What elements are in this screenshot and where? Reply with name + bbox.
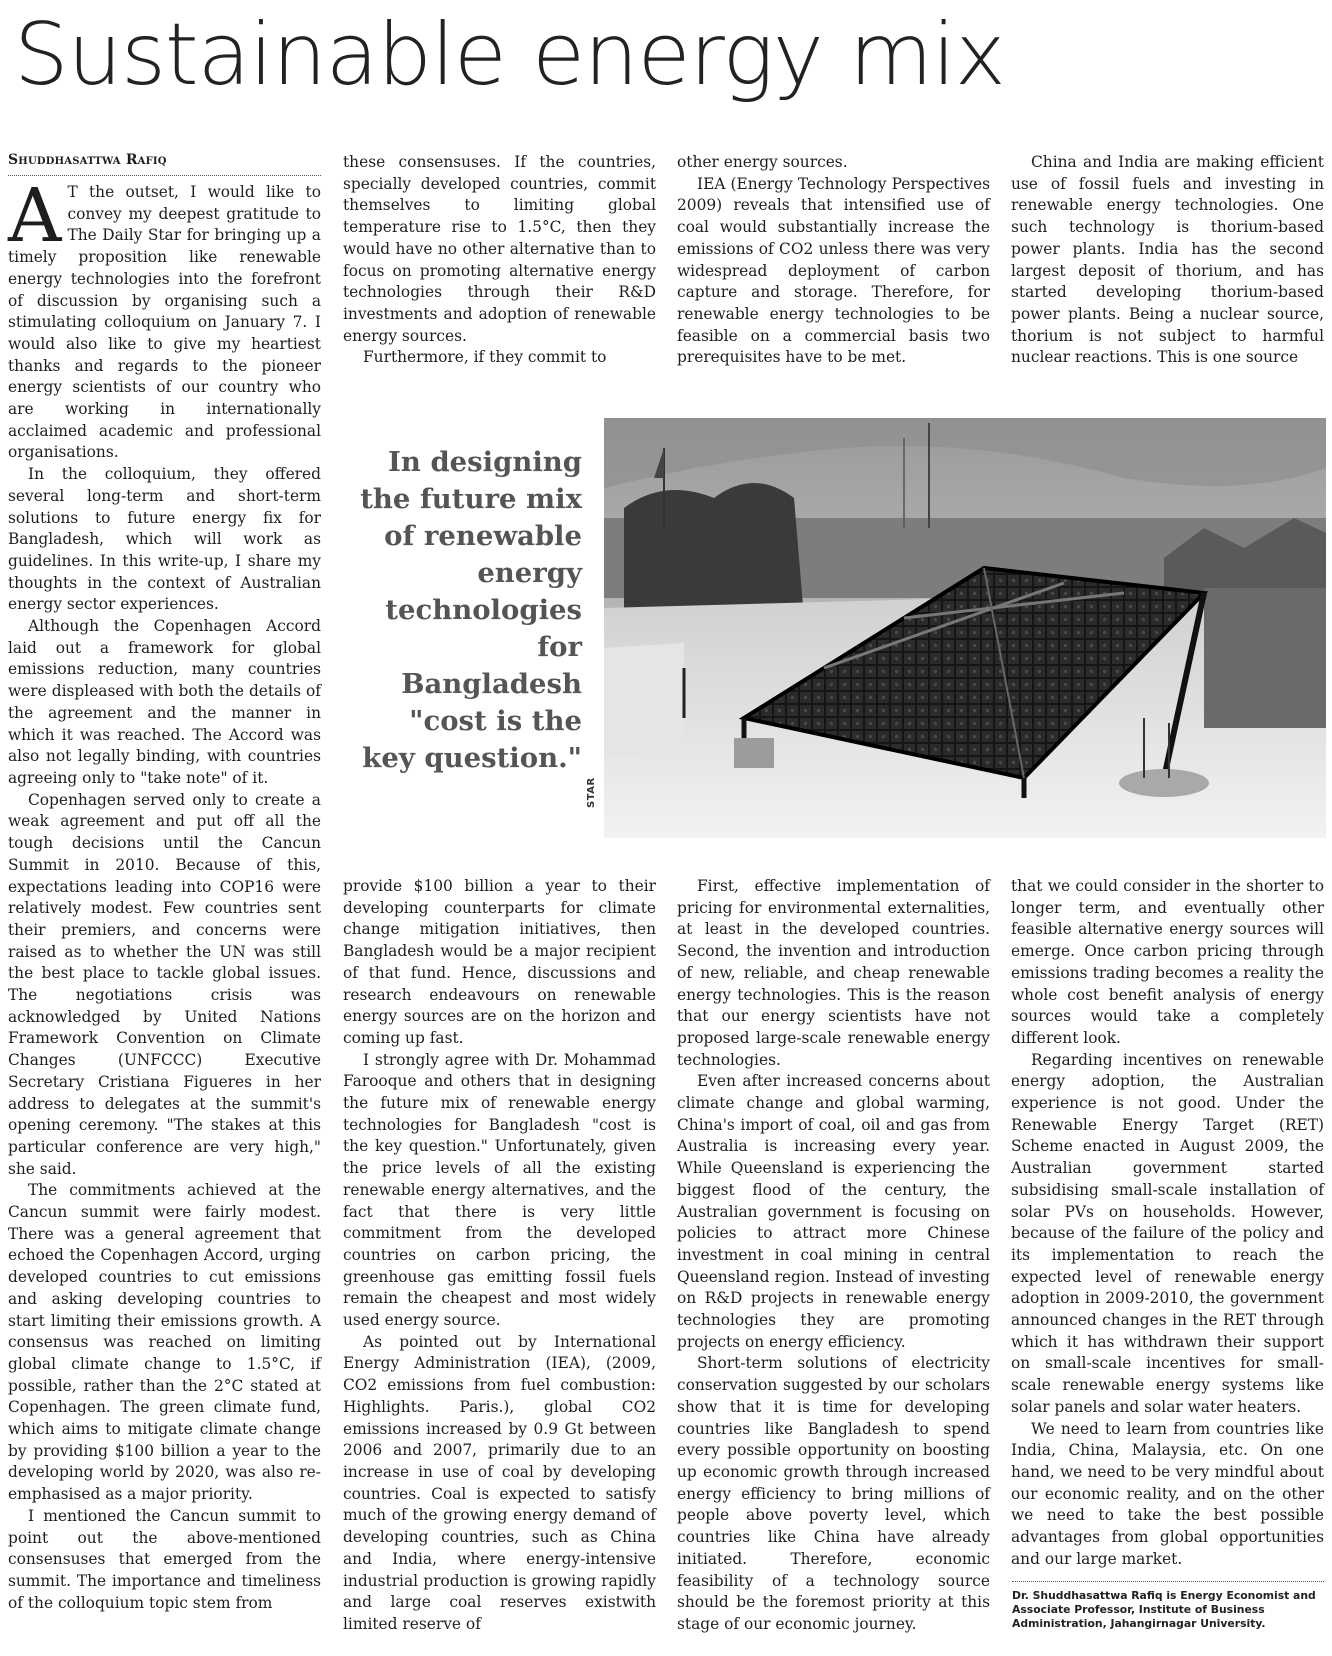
column-1 — [8, 150, 321, 1614]
paragraph: Even after increased concerns about climate change and global warming, China's import of coal, oil and gas from Australia is increasing every year. While Queensland is experiencing the biggest flood of the century, the Australian government is focusing on policies to attract more Chinese investment in coal mining in central Queensland region. Instead of investing on R&D projects in renewable energy technologies they are promoting projects on energy efficiency. — [677, 1072, 990, 1351]
column-3-bottom — [677, 876, 990, 1636]
column-2-top — [343, 152, 656, 369]
paragraph: provide $100 billion a year to their developing counterparts for climate change mitigation initiatives, then Bangladesh would be a major recipient of that fund. Hence, discussions and research endeavours on renewable energy sources are on the horizon and coming up fast. — [343, 877, 656, 1047]
paragraph: I mentioned the Cancun summit to point out the above-mentioned consensuses that emerged from the summit. The importance and timeliness of the colloquium topic stem from — [8, 1506, 321, 1612]
paragraph: I strongly agree with Dr. Mohammad Farooque and others that in designing the future mix of renewable energy technologies for Bangladesh "cost is the key question." Unfortunately, given the price levels of all the existing renewable energy alternatives, and the fact that there is very little commitment from the developed countries on carbon pricing, the greenhouse gas emitting fossil fuels remain the cheapest and most widely used energy source. — [343, 1050, 656, 1330]
pull-quote: In designing the future mix of renewable energy technologies for Bangladesh "cost is the key question." — [360, 446, 582, 774]
solar-panel-illustration — [604, 418, 1326, 838]
paragraph: Regarding incentives on renewable energy adoption, the Australian experience is not good. Under the Renewable Energy Target (RET) Scheme enacted in August 2009, the Australian government started subsidising small-scale installation of solar PVs on households. However, because of the failure of the policy and its implementation to reach the expected level of renewable energy adoption in 2009-2010, the government announced changes in the RET through which it has withdrawn their support on small-scale incentives for small-scale renewable energy systems like solar panels and solar water heaters. — [1011, 1050, 1324, 1416]
paragraph: other energy sources. — [677, 153, 848, 171]
paragraph: Although the Copenhagen Accord laid out a framework for global emissions reduction, many countries were displeased with both the details of the agreement and the manner in which it was reached. The Accord was also not legally binding, with countries agreeing only to "take note" of it. — [8, 617, 321, 787]
photo-credit: STAR — [586, 777, 597, 808]
paragraph: these consensuses. If the countries, specially developed countries, commit themselves to limiting global temperature rise to 1.5°C, then they would have no other alternative than to focus on promoting alternative energy technologies through their R&D investments and adoption of renewable energy sources. — [343, 153, 656, 345]
column-3-top — [677, 152, 990, 369]
byline: Shuddhasattwa Rafiq — [8, 150, 321, 176]
paragraph: IEA (Energy Technology Perspectives 2009) reveals that intensified use of coal would substantially increase the emissions of CO2 unless there was very widespread deployment of carbon capture and storage. Therefore, for renewable energy technologies to be feasible on a commercial basis two prerequisites have to be met. — [677, 174, 990, 367]
paragraph: In the colloquium, they offered several long-term and short-term solutions to future energy fix for Bangladesh, which will work as guidelines. In this write-up, I share my thoughts in the context of Australian energy sector experiences. — [8, 465, 321, 614]
paragraph: Copenhagen served only to create a weak agreement and put off all the tough decisions until the Cancun Summit in 2010. Because of this, expectations leading into COP16 were relatively modest. Few countries sent their premiers, and concerns were raised as to whether the UN was still the best place to tackle global issues. The negotiations crisis was acknowledged by United Nations Framework Convention on Climate Changes (UNFCCC) Executive Secretary Cristiana Figueres in her address to delegates at the summit's opening ceremony. "The stakes at this particular conference are very high," she said. — [8, 790, 321, 1178]
column-4-top — [1011, 152, 1324, 369]
paragraph: Furthermore, if they commit to — [363, 348, 607, 367]
paragraph: China and India are making efficient use of fossil fuels and investing in renewable energy technologies. One such technology is thorium-based power plants. India has the second largest deposit of thorium, and has started developing thorium-based power plants. Being a nuclear source, thorium is not subject to harmful nuclear reactions. This is one source — [1011, 153, 1324, 367]
paragraph: We need to learn from countries like India, China, Malaysia, etc. On one hand, we need to be very mindful about our economic reality, and on the other we need to take the best possible advantages from global opportunities and our large market. — [1011, 1419, 1324, 1568]
paragraph: that we could consider in the shorter to longer term, and eventually other feasible alternative energy sources will emerge. Once carbon pricing through emissions trading becomes a reality the whole cost benefit analysis of energy sources would take a completely different look. — [1011, 877, 1324, 1047]
column-2-bottom — [343, 876, 656, 1636]
author-bio: Dr. Shuddhasattwa Rafiq is Energy Economist and Associate Professor, Institute of Business Administration, Jahangirnagar University. — [1012, 1581, 1324, 1631]
drop-cap: A — [8, 173, 62, 259]
lead-paragraph — [8, 173, 321, 464]
headline: Sustainable energy mix — [14, 5, 1005, 105]
paragraph: As pointed out by International Energy Administration (IEA), (2009, CO2 emissions from fuel combustion: Highlights. Paris.), global CO2 emissions increased by 0.9 Gt between 2006 and 2007, primarily due to an increase in use of coal by developing countries. Coal is expected to satisfy much of the growing energy demand of developing countries, such as China and India, where energy-intensive industrial production is growing rapidly and large coal reserves existwith limited reserve of — [343, 1332, 656, 1633]
lead-paragraph-text: T the outset, I would like to convey my deepest gratitude to The Daily Star for bringing up a timely proposition like renewable energy technologies into the forefront of discussion by organising such a stimulating colloquium on January 7. I would also like to give my heartiest thanks and regards to the pioneer energy scientists of our country who are working in internationally acclaimed academic and professional organisations. — [8, 183, 321, 462]
paragraph: The commitments achieved at the Cancun summit were fairly modest. There was a general agreement that echoed the Copenhagen Accord, urging developed countries to cut emissions and asking developing countries to start limiting their emissions growth. A consensus was reached on limiting global climate change to 1.5°C, if possible, rather than the 2°C stated at Copenhagen. The green climate fund, which aims to mitigate climate change by providing $100 billion a year to the developing world by 2020, was also re-emphasised as a major priority. — [8, 1181, 321, 1504]
column-4-bottom — [1011, 876, 1324, 1571]
solar-panel-photo — [604, 418, 1326, 838]
paragraph: Short-term solutions of electricity conservation suggested by our scholars show that it is time for developing countries like Bangladesh to spend every possible opportunity on boosting up economic growth through increased energy efficiency to bring millions of people above poverty level, which countries like China have already initiated. Therefore, economic feasibility of a technology source should be the foremost priority at this stage of our economic journey. — [677, 1354, 990, 1633]
paragraph: First, effective implementation of pricing for environmental externalities, at least in the developed countries. Second, the invention and introduction of new, reliable, and cheap renewable energy technologies. This is the reason that our energy scientists have not proposed large-scale renewable energy technologies. — [677, 877, 990, 1069]
